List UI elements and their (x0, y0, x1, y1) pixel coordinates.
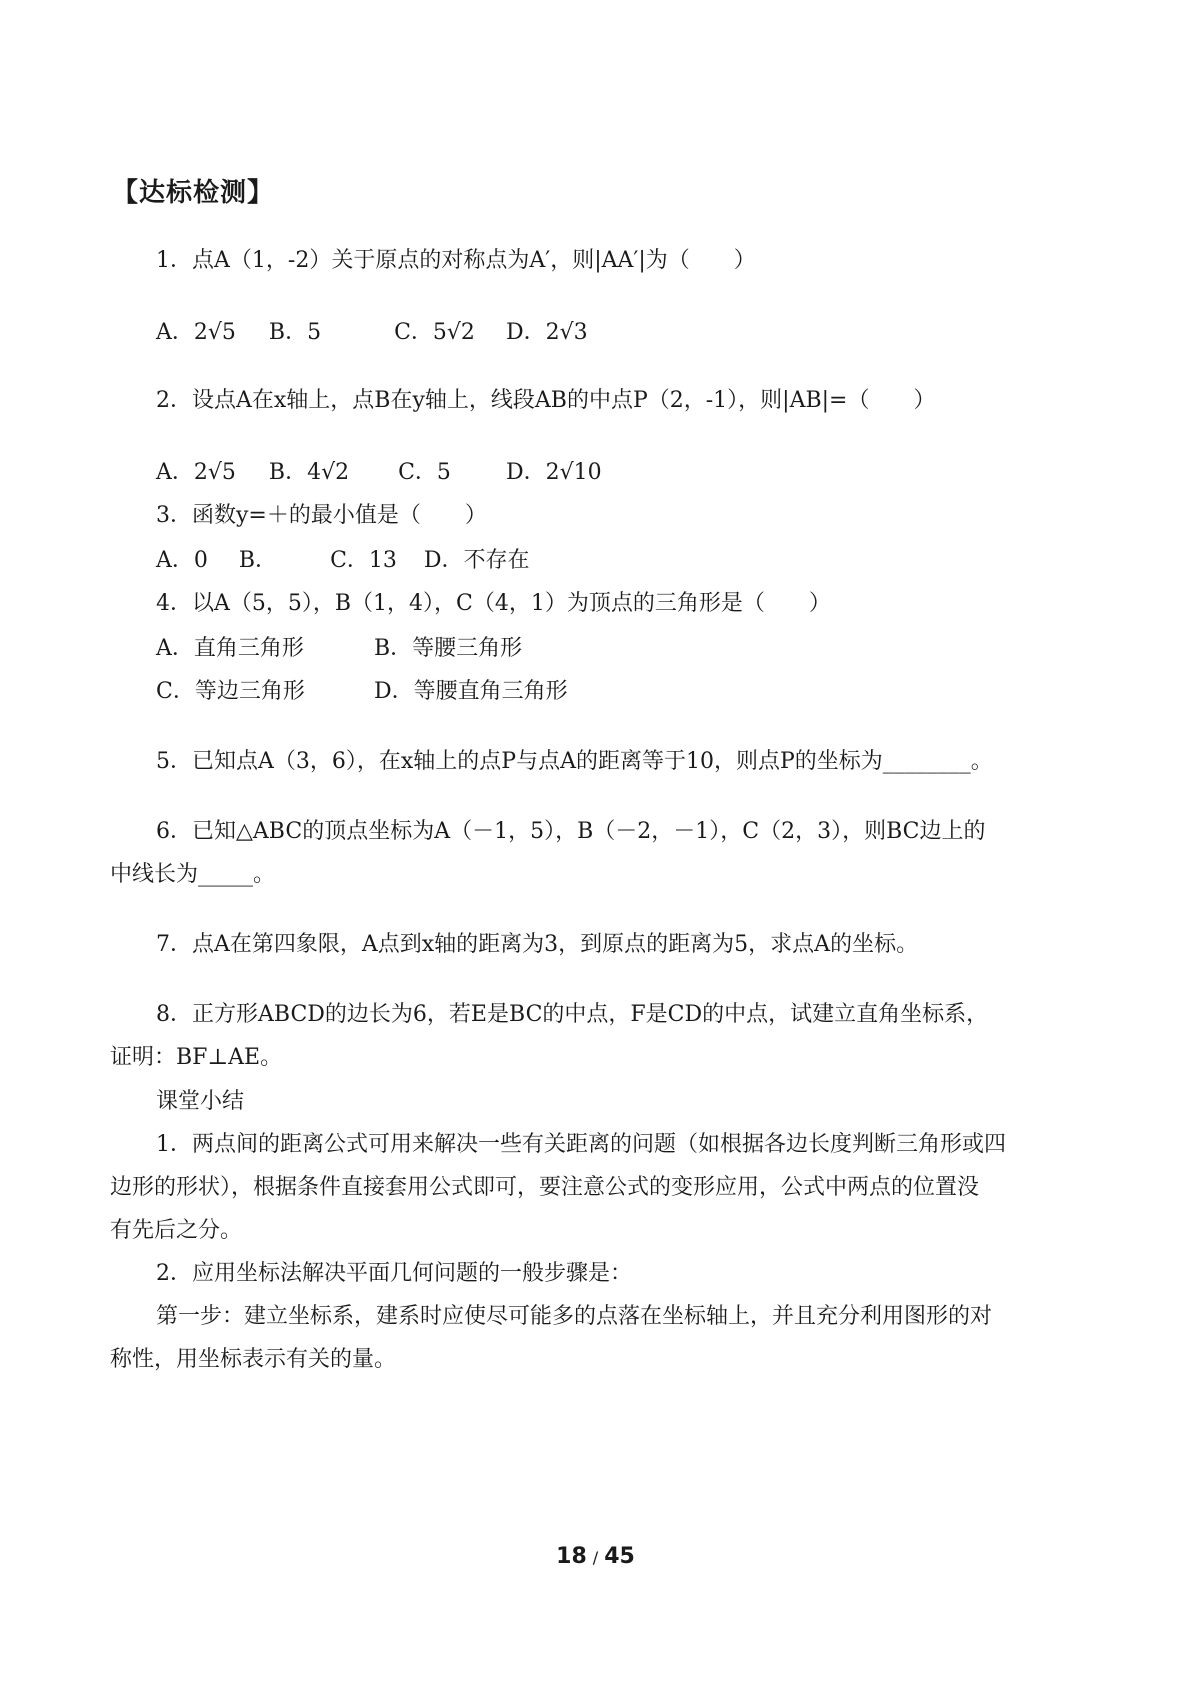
q4-option-d: D．等腰直角三角形 (374, 679, 568, 704)
q1-option-d: D．2√3 (505, 320, 588, 345)
summary-title: 课堂小结 (156, 1089, 245, 1114)
question-1-stem: 1．点A（1，-2）关于原点的对称点为A′，则|AA′|为（ ） (156, 248, 756, 273)
total-pages: 45 (604, 1544, 635, 1569)
summary-step-1-line-2: 称性，用坐标表示有关的量。 (110, 1347, 397, 1372)
current-page: 18 (556, 1544, 587, 1569)
q2-option-d: D．2√10 (505, 460, 602, 485)
question-2-stem: 2．设点A在x轴上，点B在y轴上，线段AB的中点P（2，-1），则|AB|=（ ） (156, 388, 936, 413)
question-1-options (156, 318, 588, 348)
q1-option-c: C．5√2 (394, 320, 475, 345)
question-3-stem: 3．函数y=＋的最小值是（ ） (156, 503, 487, 528)
q1-option-b: B．5 (268, 320, 322, 345)
q3-option-d: D．不存在 (423, 548, 530, 573)
q2-option-a: A．2√5 (156, 460, 236, 485)
question-6-line-1: 6．已知△ABC的顶点坐标为A（－1，5），B（－2，－1），C（2，3），则BC边上的 (156, 819, 986, 844)
question-4-stem: 4．以A（5，5），B（1，4），C（4，1）为顶点的三角形是（ ） (156, 591, 831, 616)
question-5: 5．已知点A（3，6），在x轴上的点P与点A的距离等于10，则点P的坐标为________。 (156, 749, 993, 774)
question-8-line-2: 证明：BF⊥AE。 (110, 1045, 283, 1070)
q4-option-c: C．等边三角形 (156, 679, 305, 704)
page-separator: / (592, 1548, 599, 1567)
question-6-line-2: 中线长为_____。 (110, 862, 276, 887)
q4-option-a: A．直角三角形 (156, 636, 304, 661)
summary-point-1-line-2: 边形的形状），根据条件直接套用公式即可，要注意公式的变形应用，公式中两点的位置没 (110, 1175, 980, 1200)
question-2-options (156, 458, 602, 488)
q3-option-b: B． (238, 548, 278, 573)
question-3-options (156, 546, 530, 576)
q3-option-c: C．13 (330, 548, 397, 573)
section-title: 【达标检测】 (112, 178, 275, 208)
q4-option-b: B．等腰三角形 (374, 636, 523, 661)
summary-point-1-line-3: 有先后之分。 (110, 1218, 243, 1243)
page-number (0, 1544, 1191, 1569)
q1-option-a: A．2√5 (156, 320, 236, 345)
q3-option-a: A．0 (156, 548, 208, 573)
q2-option-b: B．4√2 (268, 460, 350, 485)
summary-point-1-line-1: 1．两点间的距离公式可用来解决一些有关距离的问题（如根据各边长度判断三角形或四 (156, 1132, 1006, 1157)
q2-option-c: C．5 (398, 460, 451, 485)
summary-point-2: 2．应用坐标法解决平面几何问题的一般步骤是： (156, 1261, 632, 1286)
question-8-line-1: 8．正方形ABCD的边长为6，若E是BC的中点，F是CD的中点，试建立直角坐标系， (156, 1002, 989, 1027)
summary-step-1-line-1: 第一步：建立坐标系，建系时应使尽可能多的点落在坐标轴上，并且充分利用图形的对 (156, 1304, 993, 1329)
question-7: 7．点A在第四象限，A点到x轴的距离为3，到原点的距离为5，求点A的坐标。 (156, 932, 919, 957)
